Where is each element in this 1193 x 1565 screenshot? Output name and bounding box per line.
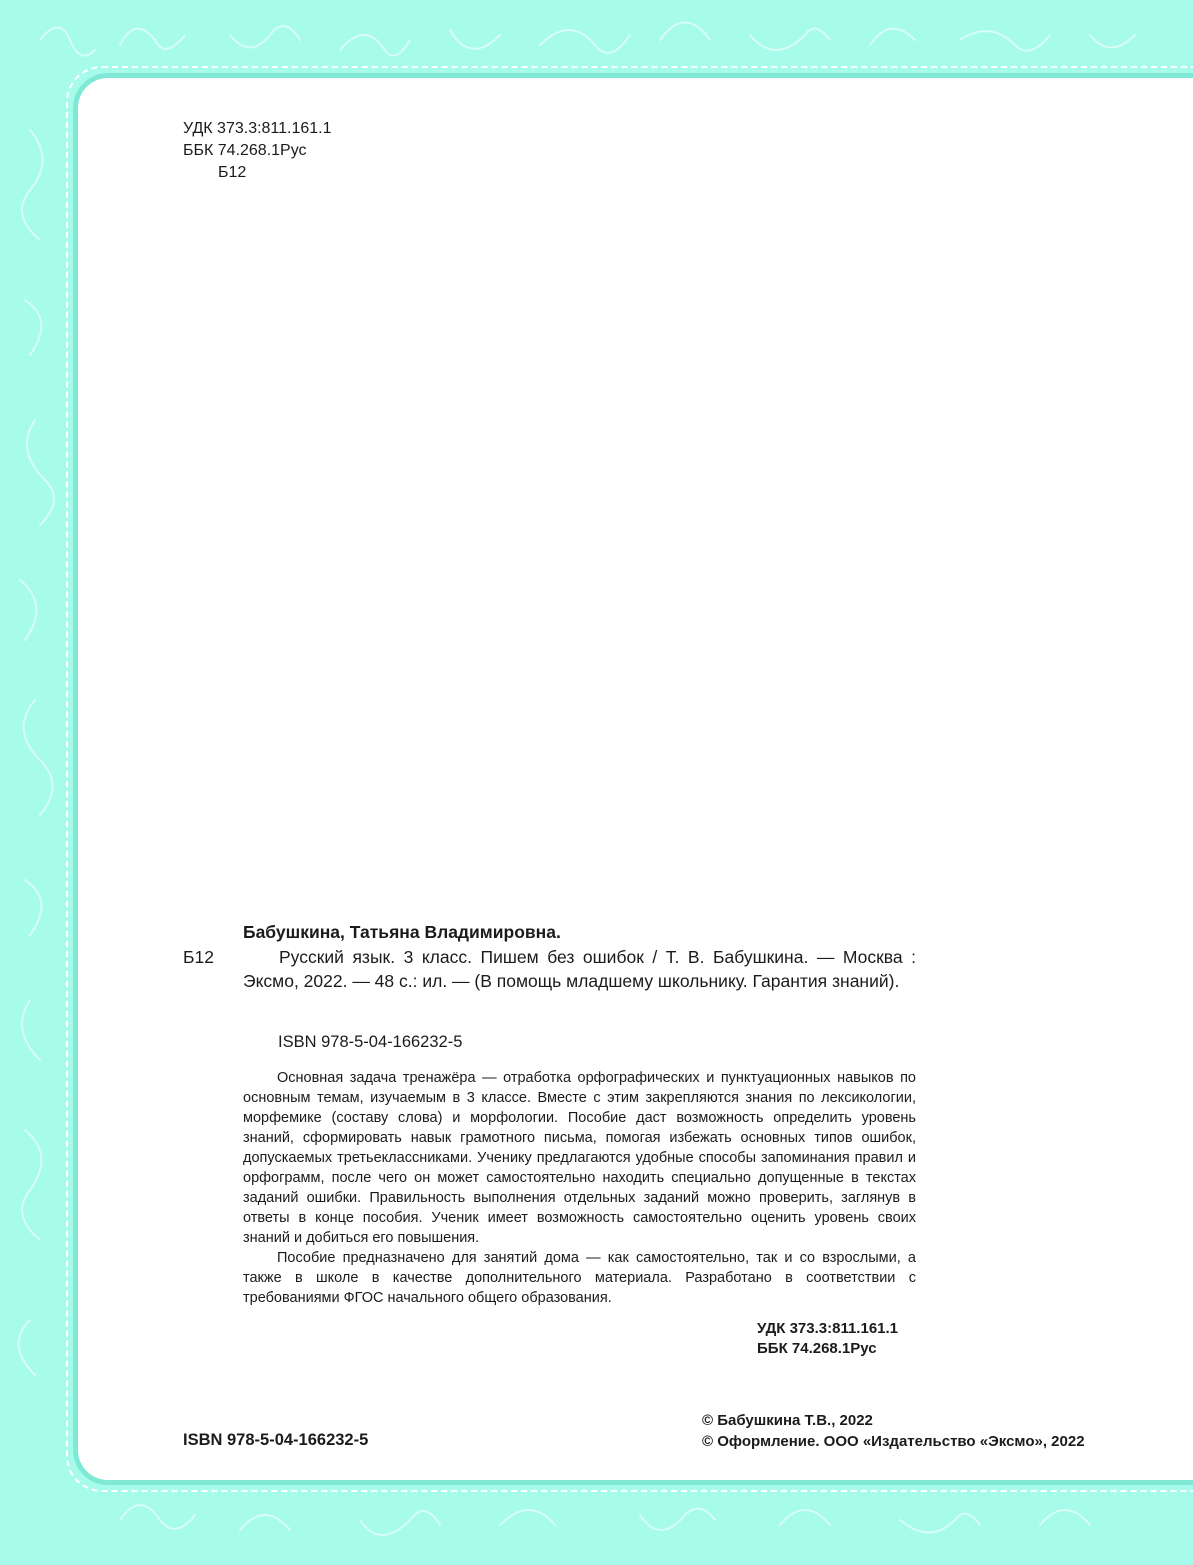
annotation-paragraph-2: Пособие предназначено для занятий дома — как самостоятельно, так и со взрослыми, а также в школе в качестве дополнительного материала. Разработано в соответствии с требованиями ФГОС начального общего образования. xyxy=(243,1250,916,1306)
isbn-footer: ISBN 978-5-04-166232-5 xyxy=(183,1431,369,1449)
bbk-code-top: ББК 74.268.1Рус xyxy=(183,142,307,159)
author-heading: Бабушкина, Татьяна Владимировна. xyxy=(243,922,561,942)
bibliographic-description: Русский язык. 3 класс. Пишем без ошибок / Т. В. Бабушкина. — Москва : Эксмо, 2022. — 48 с.: ил. — (В помощь младшему школьнику. Гарантия знаний). xyxy=(243,947,916,991)
author-sign-top: Б12 xyxy=(218,164,247,181)
bbk-code-bottom: ББК 74.268.1Рус xyxy=(757,1340,877,1357)
author-sign: Б12 xyxy=(183,947,214,967)
annotation xyxy=(243,1068,916,1308)
isbn-record: ISBN 978-5-04-166232-5 xyxy=(278,1033,463,1051)
copyright-author: © Бабушкина Т.В., 2022 xyxy=(702,1412,873,1429)
udk-code-top: УДК 373.3:811.161.1 xyxy=(183,120,332,137)
annotation-paragraph-1: Основная задача тренажёра — отработка орфографических и пунктуационных навыков по основным темам, изучаемым в 3 классе. Вместе с этим закрепляются знания по лексикологии, морфемике (составу слова) и морфологии. Пособие даст возможность определить уровень знаний, сформировать навык грамотного письма, помогая избежать основных типов ошибок, допускаемых третьеклассниками. Ученику предлагаются удобные способы запоминания правил и орфограмм, после чего он может самостоятельно находить специально допущенные в текстах заданий ошибки. Правильность выполнения отдельных заданий можно проверить, заглянув в ответы в конце пособия. Ученик имеет возможность самостоятельно оценить уровень своих знаний и добиться его повышения. xyxy=(243,1070,916,1246)
copyright-design: © Оформление. ООО «Издательство «Эксмо», 2022 xyxy=(702,1433,1085,1450)
udk-code-bottom: УДК 373.3:811.161.1 xyxy=(757,1320,899,1337)
